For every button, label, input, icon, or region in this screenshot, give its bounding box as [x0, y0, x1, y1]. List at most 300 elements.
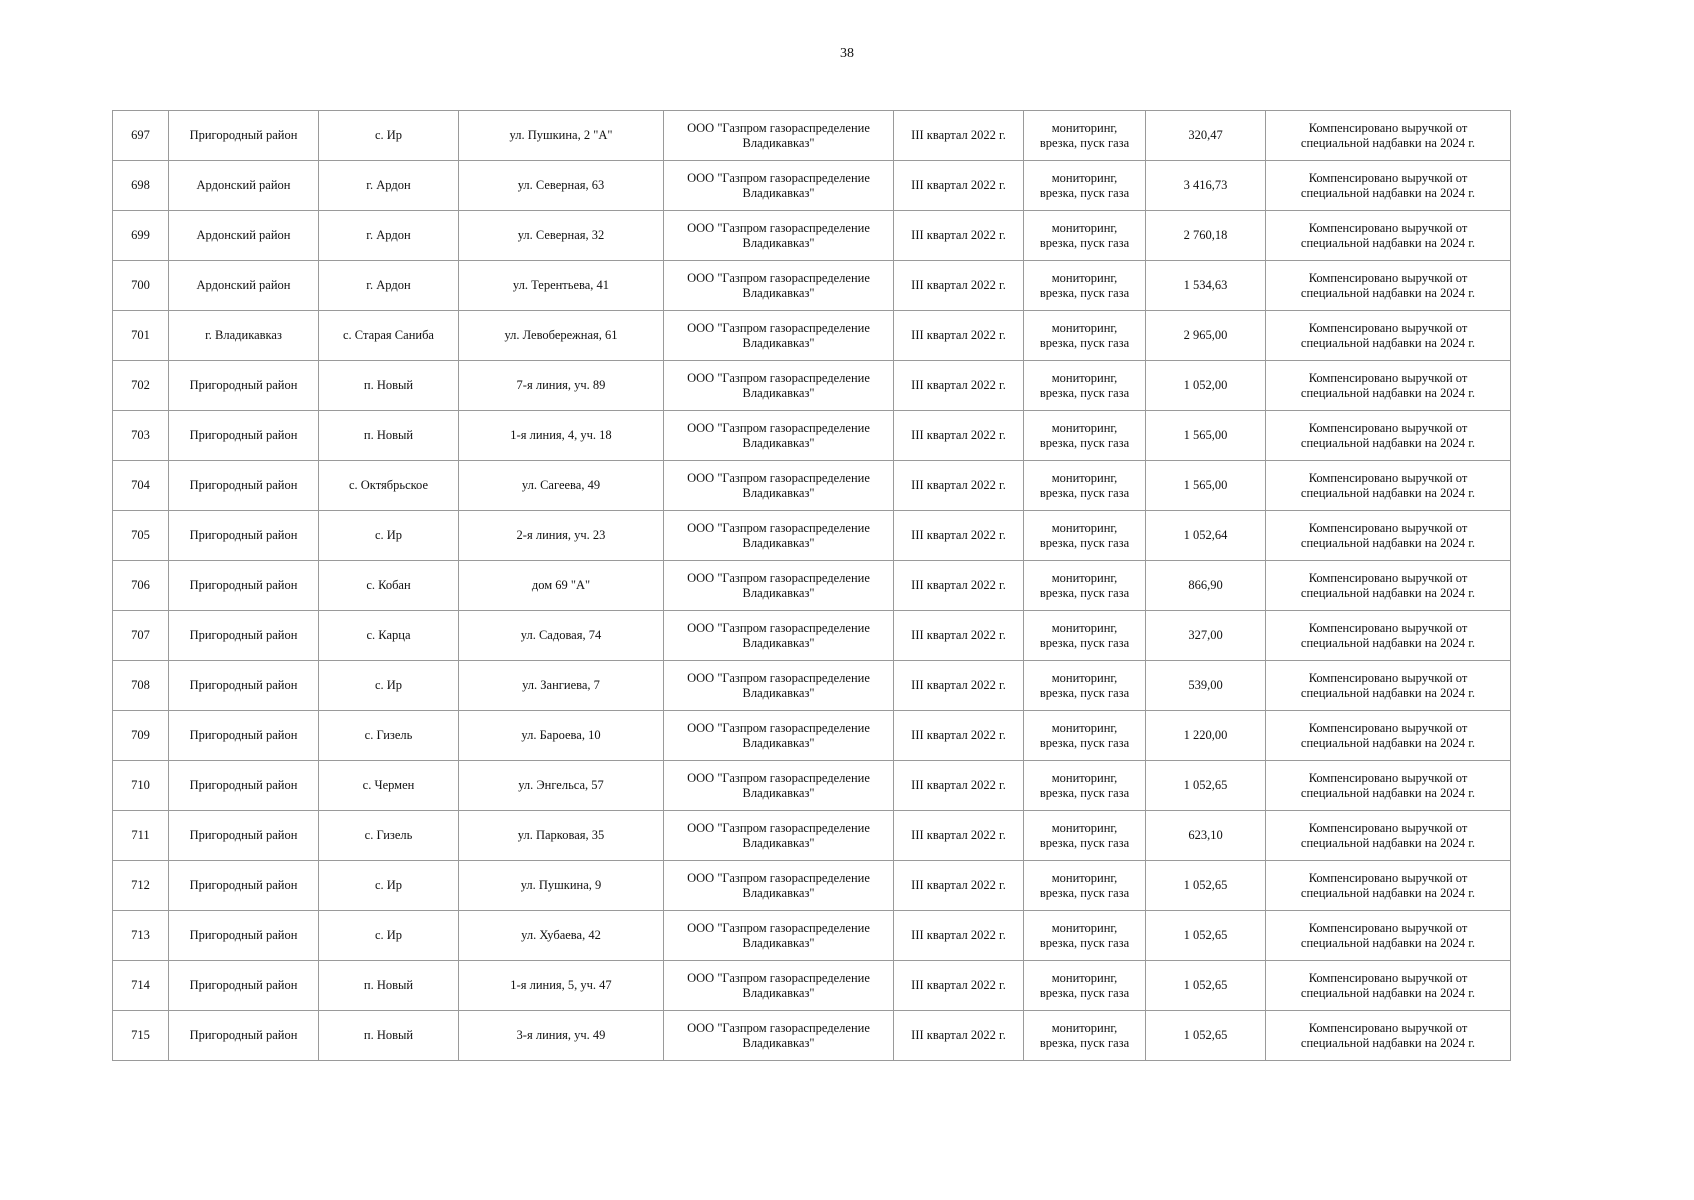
organization-cell — [664, 211, 894, 261]
district-cell: Пригородный район — [169, 661, 319, 711]
funding-source-cell-line-1: Компенсировано выручкой от — [1308, 470, 1468, 485]
work-type-cell-line-1: мониторинг, — [1051, 920, 1118, 935]
funding-source-cell — [1266, 361, 1511, 411]
settlement-cell: г. Ардон — [319, 211, 459, 261]
address-cell: ул. Сагеева, 49 — [459, 461, 664, 511]
settlement-cell: с. Ир — [319, 861, 459, 911]
funding-source-cell-line-2: специальной надбавки на 2024 г. — [1300, 285, 1476, 300]
row-number: 699 — [113, 211, 169, 261]
work-type-cell-line-1: мониторинг, — [1051, 320, 1118, 335]
table-row — [113, 161, 1511, 211]
organization-cell — [664, 311, 894, 361]
address-cell: ул. Пушкина, 9 — [459, 861, 664, 911]
funding-source-cell-line-2: специальной надбавки на 2024 г. — [1300, 635, 1476, 650]
work-type-cell-line-1: мониторинг, — [1051, 170, 1118, 185]
period-cell: III квартал 2022 г. — [894, 411, 1024, 461]
period-cell: III квартал 2022 г. — [894, 461, 1024, 511]
funding-source-cell — [1266, 911, 1511, 961]
amount-cell: 1 534,63 — [1146, 261, 1266, 311]
period-cell: III квартал 2022 г. — [894, 711, 1024, 761]
organization-cell-line-2: Владикавказ" — [742, 885, 815, 900]
funding-source-cell-line-2: специальной надбавки на 2024 г. — [1300, 485, 1476, 500]
funding-source-cell-line-1: Компенсировано выручкой от — [1308, 970, 1468, 985]
settlement-cell: с. Карца — [319, 611, 459, 661]
amount-cell: 3 416,73 — [1146, 161, 1266, 211]
organization-cell-line-2: Владикавказ" — [742, 585, 815, 600]
organization-cell-line-1: ООО "Газпром газораспределение — [687, 670, 870, 685]
organization-cell-line-2: Владикавказ" — [742, 735, 815, 750]
settlement-cell: п. Новый — [319, 1011, 459, 1061]
organization-cell — [664, 861, 894, 911]
row-number: 708 — [113, 661, 169, 711]
organization-cell — [664, 511, 894, 561]
district-cell: Пригородный район — [169, 761, 319, 811]
district-cell: Ардонский район — [169, 161, 319, 211]
work-type-cell-line-2: врезка, пуск газа — [1039, 335, 1130, 350]
row-number: 697 — [113, 111, 169, 161]
address-cell: 2-я линия, уч. 23 — [459, 511, 664, 561]
period-cell: III квартал 2022 г. — [894, 911, 1024, 961]
work-type-cell-line-2: врезка, пуск газа — [1039, 835, 1130, 850]
period-cell: III квартал 2022 г. — [894, 561, 1024, 611]
settlement-cell: с. Ир — [319, 911, 459, 961]
page-number: 38 — [840, 46, 854, 61]
work-type-cell-line-1: мониторинг, — [1051, 820, 1118, 835]
work-type-cell — [1024, 161, 1146, 211]
settlement-cell: п. Новый — [319, 961, 459, 1011]
district-cell: Пригородный район — [169, 361, 319, 411]
organization-cell — [664, 261, 894, 311]
work-type-cell-line-1: мониторинг, — [1051, 570, 1118, 585]
work-type-cell — [1024, 861, 1146, 911]
funding-source-cell-line-1: Компенсировано выручкой от — [1308, 620, 1468, 635]
work-type-cell — [1024, 561, 1146, 611]
work-type-cell-line-2: врезка, пуск газа — [1039, 285, 1130, 300]
district-cell: Пригородный район — [169, 111, 319, 161]
table-row — [113, 261, 1511, 311]
funding-source-cell — [1266, 761, 1511, 811]
work-type-cell-line-2: врезка, пуск газа — [1039, 135, 1130, 150]
period-cell: III квартал 2022 г. — [894, 961, 1024, 1011]
work-type-cell — [1024, 1011, 1146, 1061]
amount-cell: 327,00 — [1146, 611, 1266, 661]
table-row — [113, 511, 1511, 561]
funding-source-cell-line-2: специальной надбавки на 2024 г. — [1300, 435, 1476, 450]
address-cell: ул. Северная, 63 — [459, 161, 664, 211]
funding-source-cell-line-1: Компенсировано выручкой от — [1308, 420, 1468, 435]
funding-source-cell — [1266, 861, 1511, 911]
funding-source-cell-line-1: Компенсировано выручкой от — [1308, 870, 1468, 885]
row-number: 701 — [113, 311, 169, 361]
settlement-cell: с. Гизель — [319, 811, 459, 861]
funding-source-cell — [1266, 161, 1511, 211]
funding-source-cell-line-1: Компенсировано выручкой от — [1308, 270, 1468, 285]
work-type-cell-line-1: мониторинг, — [1051, 1020, 1118, 1035]
settlement-cell: с. Октябрьское — [319, 461, 459, 511]
organization-cell-line-2: Владикавказ" — [742, 635, 815, 650]
work-type-cell-line-1: мониторинг, — [1051, 270, 1118, 285]
settlement-cell: с. Кобан — [319, 561, 459, 611]
row-number: 707 — [113, 611, 169, 661]
table-row — [113, 661, 1511, 711]
work-type-cell-line-2: врезка, пуск газа — [1039, 485, 1130, 500]
row-number: 700 — [113, 261, 169, 311]
work-type-cell — [1024, 711, 1146, 761]
funding-source-cell-line-1: Компенсировано выручкой от — [1308, 720, 1468, 735]
funding-source-cell — [1266, 461, 1511, 511]
table-row — [113, 311, 1511, 361]
organization-cell-line-2: Владикавказ" — [742, 1035, 815, 1050]
organization-cell-line-2: Владикавказ" — [742, 835, 815, 850]
organization-cell-line-1: ООО "Газпром газораспределение — [687, 770, 870, 785]
funding-source-cell — [1266, 111, 1511, 161]
organization-cell-line-2: Владикавказ" — [742, 335, 815, 350]
funding-source-cell-line-2: специальной надбавки на 2024 г. — [1300, 185, 1476, 200]
address-cell: ул. Энгельса, 57 — [459, 761, 664, 811]
district-cell: Пригородный район — [169, 1011, 319, 1061]
period-cell: III квартал 2022 г. — [894, 361, 1024, 411]
amount-cell: 1 052,00 — [1146, 361, 1266, 411]
organization-cell — [664, 911, 894, 961]
district-cell: Пригородный район — [169, 961, 319, 1011]
organization-cell-line-2: Владикавказ" — [742, 185, 815, 200]
work-type-cell-line-1: мониторинг, — [1051, 220, 1118, 235]
organization-cell — [664, 361, 894, 411]
work-type-cell-line-1: мониторинг, — [1051, 720, 1118, 735]
funding-source-cell-line-2: специальной надбавки на 2024 г. — [1300, 685, 1476, 700]
funding-source-cell — [1266, 811, 1511, 861]
funding-source-cell-line-1: Компенсировано выручкой от — [1308, 670, 1468, 685]
work-type-cell-line-1: мониторинг, — [1051, 120, 1118, 135]
settlement-cell: с. Чермен — [319, 761, 459, 811]
funding-source-cell-line-2: специальной надбавки на 2024 г. — [1300, 935, 1476, 950]
address-cell: 7-я линия, уч. 89 — [459, 361, 664, 411]
funding-source-cell-line-2: специальной надбавки на 2024 г. — [1300, 835, 1476, 850]
address-cell: ул. Зангиева, 7 — [459, 661, 664, 711]
settlement-cell: г. Ардон — [319, 161, 459, 211]
funding-source-cell — [1266, 611, 1511, 661]
period-cell: III квартал 2022 г. — [894, 111, 1024, 161]
row-number: 702 — [113, 361, 169, 411]
period-cell: III квартал 2022 г. — [894, 861, 1024, 911]
row-number: 710 — [113, 761, 169, 811]
work-type-cell — [1024, 761, 1146, 811]
work-type-cell-line-2: врезка, пуск газа — [1039, 885, 1130, 900]
funding-source-cell-line-2: специальной надбавки на 2024 г. — [1300, 985, 1476, 1000]
funding-source-cell-line-2: специальной надбавки на 2024 г. — [1300, 385, 1476, 400]
funding-source-cell — [1266, 661, 1511, 711]
address-cell: дом 69 "А" — [459, 561, 664, 611]
address-cell: ул. Бароева, 10 — [459, 711, 664, 761]
district-cell: Ардонский район — [169, 211, 319, 261]
amount-cell: 1 052,65 — [1146, 961, 1266, 1011]
address-cell: 1-я линия, 4, уч. 18 — [459, 411, 664, 461]
work-type-cell-line-1: мониторинг, — [1051, 670, 1118, 685]
settlement-cell: с. Ир — [319, 511, 459, 561]
address-cell: ул. Пушкина, 2 "А" — [459, 111, 664, 161]
amount-cell: 1 565,00 — [1146, 461, 1266, 511]
funding-source-cell-line-1: Компенсировано выручкой от — [1308, 820, 1468, 835]
table-row — [113, 711, 1511, 761]
work-type-cell-line-2: врезка, пуск газа — [1039, 435, 1130, 450]
settlement-cell: с. Ир — [319, 661, 459, 711]
period-cell: III квартал 2022 г. — [894, 661, 1024, 711]
address-cell: ул. Хубаева, 42 — [459, 911, 664, 961]
funding-source-cell — [1266, 511, 1511, 561]
organization-cell-line-2: Владикавказ" — [742, 685, 815, 700]
amount-cell: 2 965,00 — [1146, 311, 1266, 361]
amount-cell: 2 760,18 — [1146, 211, 1266, 261]
table-row — [113, 1011, 1511, 1061]
amount-cell: 623,10 — [1146, 811, 1266, 861]
table-row — [113, 561, 1511, 611]
district-cell: Пригородный район — [169, 611, 319, 661]
funding-source-cell-line-1: Компенсировано выручкой от — [1308, 320, 1468, 335]
organization-cell — [664, 561, 894, 611]
funding-source-cell-line-1: Компенсировано выручкой от — [1308, 1020, 1468, 1035]
organization-cell-line-2: Владикавказ" — [742, 785, 815, 800]
amount-cell: 1 052,65 — [1146, 761, 1266, 811]
period-cell: III квартал 2022 г. — [894, 761, 1024, 811]
organization-cell-line-1: ООО "Газпром газораспределение — [687, 320, 870, 335]
district-cell: Пригородный район — [169, 461, 319, 511]
organization-cell — [664, 111, 894, 161]
funding-source-cell-line-2: специальной надбавки на 2024 г. — [1300, 735, 1476, 750]
work-type-cell-line-1: мониторинг, — [1051, 770, 1118, 785]
organization-cell — [664, 811, 894, 861]
table-row — [113, 461, 1511, 511]
district-cell: Ардонский район — [169, 261, 319, 311]
work-type-cell-line-2: врезка, пуск газа — [1039, 935, 1130, 950]
work-type-cell — [1024, 261, 1146, 311]
table-row — [113, 961, 1511, 1011]
amount-cell: 539,00 — [1146, 661, 1266, 711]
funding-source-cell — [1266, 311, 1511, 361]
funding-source-cell-line-1: Компенсировано выручкой от — [1308, 920, 1468, 935]
work-type-cell-line-2: врезка, пуск газа — [1039, 685, 1130, 700]
amount-cell: 1 052,65 — [1146, 1011, 1266, 1061]
period-cell: III квартал 2022 г. — [894, 511, 1024, 561]
work-type-cell-line-2: врезка, пуск газа — [1039, 785, 1130, 800]
funding-source-cell-line-2: специальной надбавки на 2024 г. — [1300, 1035, 1476, 1050]
organization-cell-line-1: ООО "Газпром газораспределение — [687, 870, 870, 885]
address-cell: ул. Северная, 32 — [459, 211, 664, 261]
organization-cell-line-1: ООО "Газпром газораспределение — [687, 270, 870, 285]
work-type-cell-line-2: врезка, пуск газа — [1039, 735, 1130, 750]
district-cell: г. Владикавказ — [169, 311, 319, 361]
funding-source-cell — [1266, 961, 1511, 1011]
work-type-cell — [1024, 461, 1146, 511]
organization-cell-line-1: ООО "Газпром газораспределение — [687, 420, 870, 435]
row-number: 704 — [113, 461, 169, 511]
period-cell: III квартал 2022 г. — [894, 211, 1024, 261]
funding-source-cell-line-2: специальной надбавки на 2024 г. — [1300, 785, 1476, 800]
organization-cell-line-1: ООО "Газпром газораспределение — [687, 470, 870, 485]
period-cell: III квартал 2022 г. — [894, 611, 1024, 661]
settlement-cell: с. Гизель — [319, 711, 459, 761]
organization-cell-line-1: ООО "Газпром газораспределение — [687, 720, 870, 735]
period-cell: III квартал 2022 г. — [894, 261, 1024, 311]
organization-cell-line-1: ООО "Газпром газораспределение — [687, 370, 870, 385]
organization-cell-line-2: Владикавказ" — [742, 535, 815, 550]
district-cell: Пригородный район — [169, 511, 319, 561]
organization-cell-line-1: ООО "Газпром газораспределение — [687, 170, 870, 185]
organization-cell — [664, 161, 894, 211]
organization-cell — [664, 961, 894, 1011]
funding-source-cell — [1266, 211, 1511, 261]
table-row — [113, 611, 1511, 661]
organization-cell — [664, 711, 894, 761]
period-cell: III квартал 2022 г. — [894, 811, 1024, 861]
funding-source-cell-line-2: специальной надбавки на 2024 г. — [1300, 135, 1476, 150]
organization-cell — [664, 411, 894, 461]
district-cell: Пригородный район — [169, 911, 319, 961]
organization-cell-line-2: Владикавказ" — [742, 935, 815, 950]
row-number: 712 — [113, 861, 169, 911]
table-row — [113, 911, 1511, 961]
organization-cell-line-2: Владикавказ" — [742, 385, 815, 400]
work-type-cell-line-1: мониторинг, — [1051, 470, 1118, 485]
organization-cell — [664, 611, 894, 661]
work-type-cell — [1024, 611, 1146, 661]
address-cell: ул. Парковая, 35 — [459, 811, 664, 861]
organization-cell — [664, 761, 894, 811]
work-type-cell — [1024, 511, 1146, 561]
funding-source-cell — [1266, 711, 1511, 761]
district-cell: Пригородный район — [169, 861, 319, 911]
row-number: 705 — [113, 511, 169, 561]
work-type-cell-line-2: врезка, пуск газа — [1039, 1035, 1130, 1050]
district-cell: Пригородный район — [169, 711, 319, 761]
row-number: 709 — [113, 711, 169, 761]
funding-source-cell-line-1: Компенсировано выручкой от — [1308, 370, 1468, 385]
row-number: 703 — [113, 411, 169, 461]
amount-cell: 866,90 — [1146, 561, 1266, 611]
work-type-cell-line-2: врезка, пуск газа — [1039, 985, 1130, 1000]
row-number: 706 — [113, 561, 169, 611]
settlement-cell: п. Новый — [319, 411, 459, 461]
work-type-cell — [1024, 111, 1146, 161]
district-cell: Пригородный район — [169, 561, 319, 611]
funding-source-cell — [1266, 411, 1511, 461]
address-cell: ул. Садовая, 74 — [459, 611, 664, 661]
work-type-cell — [1024, 961, 1146, 1011]
district-cell: Пригородный район — [169, 411, 319, 461]
funding-source-cell-line-2: специальной надбавки на 2024 г. — [1300, 235, 1476, 250]
organization-cell-line-1: ООО "Газпром газораспределение — [687, 1020, 870, 1035]
funding-source-cell-line-1: Компенсировано выручкой от — [1308, 520, 1468, 535]
settlement-cell: с. Ир — [319, 111, 459, 161]
organization-cell-line-1: ООО "Газпром газораспределение — [687, 920, 870, 935]
organization-cell-line-2: Владикавказ" — [742, 985, 815, 1000]
table-row — [113, 761, 1511, 811]
organization-cell-line-1: ООО "Газпром газораспределение — [687, 220, 870, 235]
table-row — [113, 111, 1511, 161]
work-type-cell-line-1: мониторинг, — [1051, 520, 1118, 535]
funding-source-cell-line-2: специальной надбавки на 2024 г. — [1300, 885, 1476, 900]
work-type-cell-line-1: мониторинг, — [1051, 870, 1118, 885]
organization-cell-line-2: Владикавказ" — [742, 235, 815, 250]
funding-source-cell-line-1: Компенсировано выручкой от — [1308, 220, 1468, 235]
work-type-cell-line-1: мониторинг, — [1051, 370, 1118, 385]
organization-cell-line-1: ООО "Газпром газораспределение — [687, 820, 870, 835]
amount-cell: 1 052,64 — [1146, 511, 1266, 561]
settlement-cell: с. Старая Саниба — [319, 311, 459, 361]
organization-cell — [664, 661, 894, 711]
address-cell: 3-я линия, уч. 49 — [459, 1011, 664, 1061]
work-type-cell — [1024, 211, 1146, 261]
organization-cell-line-1: ООО "Газпром газораспределение — [687, 570, 870, 585]
funding-source-cell-line-1: Компенсировано выручкой от — [1308, 570, 1468, 585]
table-row — [113, 811, 1511, 861]
amount-cell: 1 220,00 — [1146, 711, 1266, 761]
organization-cell-line-1: ООО "Газпром газораспределение — [687, 520, 870, 535]
work-type-cell — [1024, 911, 1146, 961]
work-type-cell-line-2: врезка, пуск газа — [1039, 185, 1130, 200]
work-type-cell-line-1: мониторинг, — [1051, 620, 1118, 635]
organization-cell-line-1: ООО "Газпром газораспределение — [687, 120, 870, 135]
amount-cell: 1 052,65 — [1146, 861, 1266, 911]
work-type-cell — [1024, 661, 1146, 711]
row-number: 714 — [113, 961, 169, 1011]
work-type-cell-line-1: мониторинг, — [1051, 970, 1118, 985]
row-number: 715 — [113, 1011, 169, 1061]
organization-cell-line-2: Владикавказ" — [742, 135, 815, 150]
period-cell: III квартал 2022 г. — [894, 311, 1024, 361]
organization-cell-line-1: ООО "Газпром газораспределение — [687, 970, 870, 985]
funding-source-cell-line-2: специальной надбавки на 2024 г. — [1300, 535, 1476, 550]
address-cell: 1-я линия, 5, уч. 47 — [459, 961, 664, 1011]
work-type-cell — [1024, 411, 1146, 461]
work-type-cell — [1024, 811, 1146, 861]
funding-source-cell — [1266, 561, 1511, 611]
table-row — [113, 411, 1511, 461]
organization-cell-line-2: Владикавказ" — [742, 285, 815, 300]
organization-cell-line-2: Владикавказ" — [742, 485, 815, 500]
organization-cell — [664, 461, 894, 511]
address-cell: ул. Левобережная, 61 — [459, 311, 664, 361]
row-number: 711 — [113, 811, 169, 861]
district-cell: Пригородный район — [169, 811, 319, 861]
funding-source-cell-line-1: Компенсировано выручкой от — [1308, 120, 1468, 135]
work-type-cell-line-2: врезка, пуск газа — [1039, 585, 1130, 600]
work-type-cell-line-2: врезка, пуск газа — [1039, 385, 1130, 400]
table-body — [113, 111, 1511, 1061]
work-type-cell-line-2: врезка, пуск газа — [1039, 535, 1130, 550]
work-type-cell — [1024, 311, 1146, 361]
address-cell: ул. Терентьева, 41 — [459, 261, 664, 311]
amount-cell: 320,47 — [1146, 111, 1266, 161]
settlement-cell: п. Новый — [319, 361, 459, 411]
funding-source-cell-line-1: Компенсировано выручкой от — [1308, 170, 1468, 185]
table-row — [113, 861, 1511, 911]
table-row — [113, 211, 1511, 261]
amount-cell: 1 565,00 — [1146, 411, 1266, 461]
amount-cell: 1 052,65 — [1146, 911, 1266, 961]
data-table — [112, 110, 1511, 1061]
funding-source-cell — [1266, 1011, 1511, 1061]
settlement-cell: г. Ардон — [319, 261, 459, 311]
period-cell: III квартал 2022 г. — [894, 1011, 1024, 1061]
organization-cell-line-2: Владикавказ" — [742, 435, 815, 450]
organization-cell-line-1: ООО "Газпром газораспределение — [687, 620, 870, 635]
funding-source-cell-line-1: Компенсировано выручкой от — [1308, 770, 1468, 785]
work-type-cell-line-2: врезка, пуск газа — [1039, 635, 1130, 650]
row-number: 698 — [113, 161, 169, 211]
funding-source-cell — [1266, 261, 1511, 311]
row-number: 713 — [113, 911, 169, 961]
work-type-cell-line-1: мониторинг, — [1051, 420, 1118, 435]
